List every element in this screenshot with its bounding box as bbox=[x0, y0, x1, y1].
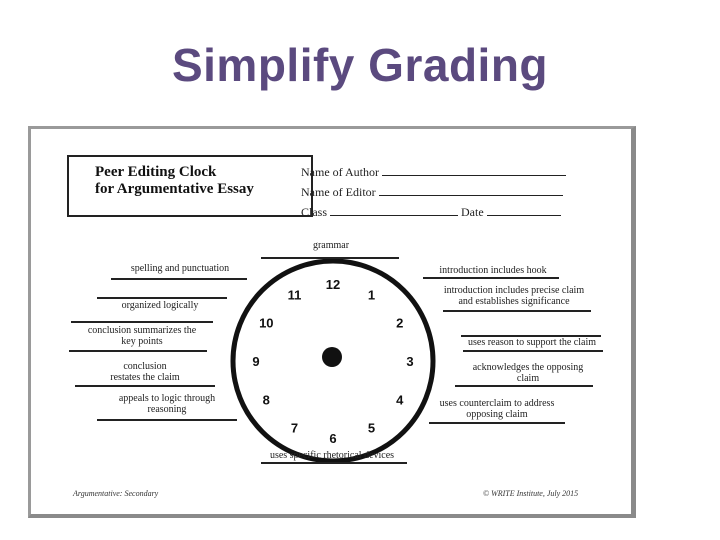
criterion-spelling: spelling and punctuation bbox=[130, 263, 230, 274]
criterion-organized: organized logically bbox=[121, 300, 199, 311]
peer-editing-clock bbox=[229, 257, 437, 465]
author-label: Name of Author bbox=[301, 165, 379, 179]
date-label: Date bbox=[461, 205, 484, 219]
organized-line bbox=[97, 297, 227, 299]
criterion-conclusion-restates-line-2: restates the claim bbox=[110, 372, 180, 383]
criterion-appeals-line-2: reasoning bbox=[147, 404, 187, 415]
conclusion-summarizes-top-line bbox=[71, 321, 213, 323]
criterion-intro-claim-line-1: introduction includes precise claim bbox=[443, 285, 585, 296]
worksheet-title-line-1: Peer Editing Clock bbox=[95, 164, 217, 180]
criterion-acknowledges-line-1: acknowledges the opposing bbox=[472, 362, 584, 373]
conclusion-summarizes-bottom-line bbox=[69, 350, 207, 352]
clock-number-11: 11 bbox=[287, 287, 302, 303]
criterion-counterclaim bbox=[427, 398, 567, 420]
criterion-appeals bbox=[105, 393, 229, 415]
footer-left: Argumentative: Secondary bbox=[73, 489, 159, 498]
clock-number-1: 1 bbox=[367, 287, 376, 303]
class-blank bbox=[330, 205, 458, 216]
criterion-appeals-line-1: appeals to logic through bbox=[118, 393, 216, 404]
worksheet-title-box bbox=[67, 155, 313, 217]
criterion-conclusion-summarizes bbox=[71, 325, 213, 347]
criterion-conclusion-restates bbox=[83, 361, 207, 383]
counterclaim-line bbox=[429, 422, 565, 424]
clock-number-12: 12 bbox=[325, 277, 341, 292]
criterion-acknowledges bbox=[455, 362, 601, 384]
criterion-acknowledges-line-2: claim bbox=[516, 373, 540, 384]
clock-number-8: 8 bbox=[262, 392, 270, 408]
criterion-uses-reason: uses reason to support the claim bbox=[467, 337, 597, 348]
criterion-intro-claim-line-2: and establishes significance bbox=[458, 296, 570, 307]
clock-number-9: 9 bbox=[252, 354, 260, 369]
clock-number-10: 10 bbox=[259, 315, 274, 331]
clock-number-7: 7 bbox=[290, 420, 299, 436]
clock-number-3: 3 bbox=[406, 354, 414, 369]
conclusion-restates-line bbox=[75, 385, 215, 387]
clock-number-2: 2 bbox=[396, 315, 404, 331]
grammar-line bbox=[261, 257, 399, 259]
criterion-counterclaim-line-2: opposing claim bbox=[466, 409, 528, 420]
clock-number-5: 5 bbox=[367, 420, 376, 436]
peer-editing-worksheet bbox=[28, 126, 636, 518]
uses-reason-bottom-line bbox=[463, 350, 603, 352]
date-blank bbox=[487, 205, 561, 216]
footer-right: © WRITE Institute, July 2015 bbox=[483, 489, 579, 498]
criterion-counterclaim-line-1: uses counterclaim to address bbox=[439, 398, 555, 409]
criterion-intro-claim bbox=[431, 285, 597, 307]
intro-hook-line bbox=[423, 277, 559, 279]
criterion-conclusion-restates-line-1: conclusion bbox=[123, 361, 167, 372]
criterion-grammar: grammar bbox=[312, 240, 350, 251]
intro-claim-line bbox=[443, 310, 591, 312]
class-date-field bbox=[301, 205, 561, 220]
editor-blank bbox=[379, 185, 563, 196]
editor-label: Name of Editor bbox=[301, 185, 376, 199]
editor-field bbox=[301, 185, 563, 200]
criterion-conclusion-summarizes-line-1: conclusion summarizes the bbox=[87, 325, 197, 336]
clock-center-dot bbox=[322, 347, 342, 367]
rhetorical-line bbox=[261, 462, 407, 464]
criterion-intro-hook: introduction includes hook bbox=[439, 265, 547, 276]
acknowledges-line bbox=[455, 385, 593, 387]
spelling-line bbox=[111, 278, 247, 280]
appeals-line bbox=[97, 419, 237, 421]
author-field bbox=[301, 165, 566, 180]
author-blank bbox=[382, 165, 566, 176]
clock-number-4: 4 bbox=[396, 392, 404, 408]
slide-title: Simplify Grading bbox=[171, 39, 549, 91]
class-label: Class bbox=[301, 205, 328, 219]
clock-number-6: 6 bbox=[329, 431, 337, 446]
criterion-rhetorical: uses specific rhetorical devices bbox=[269, 450, 395, 461]
worksheet-title-line-2: for Argumentative Essay bbox=[95, 181, 254, 197]
criterion-conclusion-summarizes-line-2: key points bbox=[121, 336, 163, 347]
